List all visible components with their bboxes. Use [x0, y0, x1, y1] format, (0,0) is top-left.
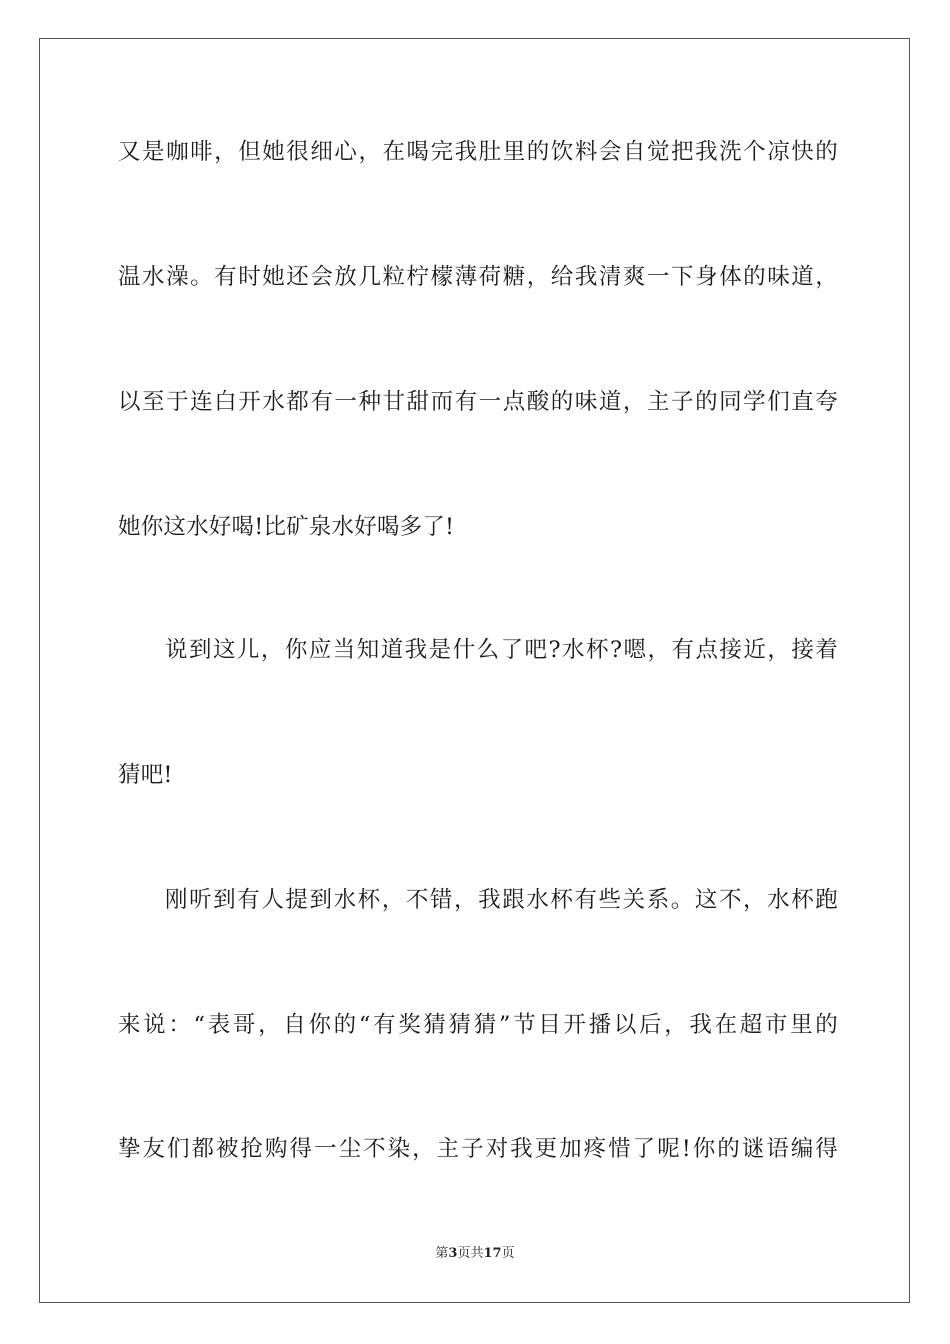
text-line: 温水澡。有时她还会放几粒柠檬薄荷糖，给我清爽一下身体的味道， [118, 264, 838, 290]
text-line: 又是咖啡，但她很细心，在喝完我肚里的饮料会自觉把我洗个凉快的 [118, 139, 838, 165]
text-line: 挚友们都被抢购得一尘不染，主子对我更加疼惜了呢!你的谜语编得 [118, 1136, 838, 1162]
text-line: 她你这水好喝!比矿泉水好喝多了! [118, 514, 455, 540]
total-label-prefix: 共 [470, 1246, 484, 1261]
total-pages: 17 [483, 1246, 502, 1261]
page-footer [0, 1246, 950, 1262]
text-line: 来说：“表哥，自你的“有奖猜猜猜”节目开播以后，我在超市里的 [118, 1012, 838, 1038]
page-label-prefix: 第 [435, 1246, 449, 1261]
text-line: 说到这儿，你应当知道我是什么了吧?水杯?嗯，有点接近，接着 [165, 637, 838, 663]
text-line: 以至于连白开水都有一种甘甜而有一点酸的味道，主子的同学们直夸 [118, 389, 838, 415]
total-label-suffix: 页 [501, 1246, 515, 1261]
text-line: 刚听到有人提到水杯，不错，我跟水杯有些关系。这不，水杯跑 [165, 887, 838, 913]
page-label-suffix: 页 [457, 1246, 471, 1261]
page-number: 3 [448, 1246, 458, 1261]
page-border [39, 38, 910, 1303]
text-line: 猜吧! [118, 762, 173, 788]
